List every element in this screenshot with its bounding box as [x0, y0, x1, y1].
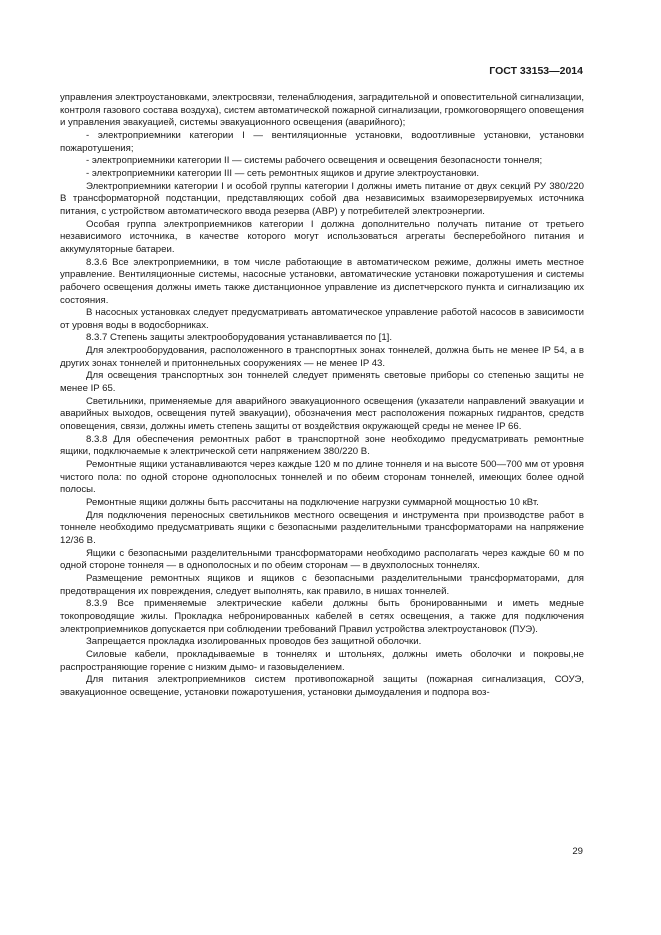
paragraph: 8.3.6 Все электроприемники, в том числе работающие в автоматическом режиме, должны иметь местное управление. Вентиляционные системы, насосные установки, автоматические установки пожаротушения и системы рабочего освещения должны иметь также дистанционное управление из диспетчерского пункта и сигнализацию их состояния.	[60, 256, 584, 306]
paragraph: 8.3.9 Все применяемые электрические кабели должны быть бронированными и иметь медные токопроводящие жилы. Прокладка небронированных кабелей в сетях освещения, а также для подключения электроприемников допускается при соблюдении требований Правил устройства электроустановок (ПУЭ).	[60, 598, 584, 635]
page-number: 29	[572, 846, 583, 857]
paragraph: Электроприемники категории I и особой группы категории I должны иметь питание от двух секций РУ 380/220 В трансформаторной подстанции, представляющих собой два независимых взаиморезервируемых источника питания, с устройством автоматического ввода резерва (АВР) у потребителей электроэнергии.	[60, 180, 584, 217]
document-code-header: ГОСТ 33153—2014	[489, 65, 583, 77]
paragraph: В насосных установках следует предусматривать автоматическое управление работой насосов в зависимости от уровня воды в водосборниках.	[60, 307, 584, 331]
paragraph: - электроприемники категории III — сеть ремонтных ящиков и другие электроустановки.	[86, 167, 480, 179]
paragraph: 8.3.8 Для обеспечения ремонтных работ в транспортной зоне необходимо предусматривать ремонтные ящики, подключаемые к электрической сети напряжением 380/220 В.	[60, 433, 584, 458]
paragraph: Для питания электроприемников систем противопожарной защиты (пожарная сигнализация, СОУЭ, эвакуационное освещение, установки пожаротушения, установки дымоудаления и подпора воз-	[60, 674, 584, 698]
paragraph: Особая группа электроприемников категории I должна дополнительно получать питание от третьего независимого источника, в качестве которого могут использоваться агрегаты бесперебойного питания и аккумуляторные батареи.	[60, 218, 584, 255]
paragraph: Ящики с безопасными разделительными трансформаторами необходимо располагать через каждые 60 м по одной стороне тоннеля — в однополосных и по обеим сторонам — в двухполосных тоннелях.	[60, 547, 584, 572]
paragraph: Размещение ремонтных ящиков и ящиков с безопасными разделительными трансформаторами, для предотвращения их повреждения, следует выполнять, как правило, в нишах тоннелей.	[60, 572, 584, 597]
paragraph: управления электроустановками, электросвязи, теленаблюдения, заградительной и оповестительной сигнализации, контроля газового состава воздуха), систем автоматической пожарной сигнализации, громкоговорящего оповещения и управления эвакуацией, системы эвакуационного освещения (аварийного);	[60, 92, 585, 129]
paragraph: Для подключения переносных светильников местного освещения и инструмента при производстве работ в тоннеле необходимо предусматривать ящики с безопасными разделительными трансформаторами на напряжение 12/36 В.	[60, 509, 584, 546]
paragraph: Ремонтные ящики устанавливаются через каждые 120 м по длине тоннеля и на высоте 500—700 мм от уровня чистого пола: по одной стороне однополосных тоннелей и по обеим сторонам тоннелей, имеющих более одной полосы.	[60, 459, 584, 496]
paragraph: Светильники, применяемые для аварийного эвакуационного освещения (указатели направлений эвакуации и аварийных выходов, освещения путей эвакуации), обозначения мест расположения пожарных гидрантов, средств оповещения, связи, должны иметь степень защиты от воздействия окружающей среды не менее IP 66.	[60, 395, 584, 433]
paragraph: - электроприемники категории I — вентиляционные установки, водоотливные установки, установки пожаротушения;	[60, 129, 584, 154]
document-body	[60, 92, 584, 700]
paragraph: Для освещения транспортных зон тоннелей следует применять световые приборы со степенью защиты не менее IP 65.	[60, 370, 584, 395]
paragraph: Ремонтные ящики должны быть рассчитаны на подключение нагрузки суммарной мощностью 10 кВт.	[86, 497, 539, 508]
paragraph: Для электрооборудования, расположенного в транспортных зонах тоннелей, должна быть не менее IP 54, а в других зонах тоннелей и притоннельных сооружениях — не менее IP 43.	[60, 345, 584, 369]
paragraph: Запрещается прокладка изолированных проводов без защитной оболочки.	[86, 636, 422, 648]
paragraph: Силовые кабели, прокладываемые в тоннелях и штольнях, должны иметь оболочки и покровы,не распространяющие горение с низким дымо- и газовыделением.	[60, 648, 584, 673]
paragraph: 8.3.7 Степень защиты электрооборудования устанавливается по [1].	[86, 332, 393, 344]
paragraph: - электроприемники категории II — системы рабочего освещения и освещения безопасности тоннеля;	[86, 155, 543, 167]
